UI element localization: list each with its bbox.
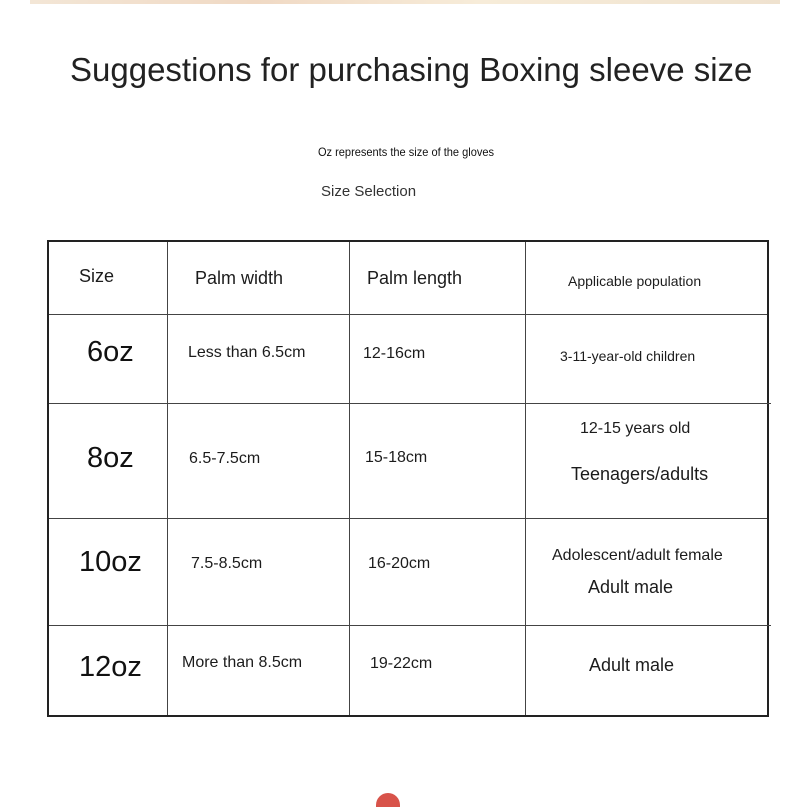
row-divider — [49, 403, 771, 404]
palm-width-cell: 7.5-8.5cm — [191, 555, 263, 572]
palm-width-cell: More than 8.5cm — [182, 654, 303, 671]
palm-width-cell: Less than 6.5cm — [188, 344, 306, 361]
palm-length-cell: 12-16cm — [363, 345, 426, 362]
row-divider — [49, 314, 767, 315]
palm-length-cell: 15-18cm — [365, 449, 428, 466]
column-divider — [349, 242, 350, 715]
palm-width-cell: 6.5-7.5cm — [189, 450, 261, 467]
palm-length-cell: 16-20cm — [368, 555, 431, 572]
population-line: Teenagers/adults — [571, 464, 709, 484]
header-palm-length: Palm length — [367, 268, 463, 288]
page-title: Suggestions for purchasing Boxing sleeve size — [70, 51, 753, 88]
row-divider — [49, 518, 767, 519]
population-cell: 3-11-year-old children — [560, 348, 696, 364]
subtitle: Oz represents the size of the gloves — [317, 145, 495, 159]
size-cell: 8oz — [87, 442, 134, 474]
population-line: Adult male — [588, 577, 674, 597]
size-cell: 6oz — [87, 336, 134, 368]
population-line: 12-15 years old — [580, 420, 691, 437]
row-divider — [49, 625, 771, 626]
size-selection-label: Size Selection — [321, 183, 417, 200]
bottom-decorative-mark — [376, 793, 400, 807]
column-divider — [525, 242, 526, 715]
top-decorative-strip — [30, 0, 780, 4]
palm-length-cell: 19-22cm — [370, 655, 433, 672]
size-table — [47, 240, 769, 717]
column-divider — [167, 242, 168, 715]
size-cell: 10oz — [79, 546, 142, 578]
header-palm-width: Palm width — [195, 268, 284, 288]
size-cell: 12oz — [79, 651, 142, 683]
header-size: Size — [79, 266, 115, 286]
population-line: Adolescent/adult female — [552, 547, 723, 564]
population-cell: Adult male — [589, 655, 675, 675]
header-applicable-population: Applicable population — [568, 273, 702, 289]
